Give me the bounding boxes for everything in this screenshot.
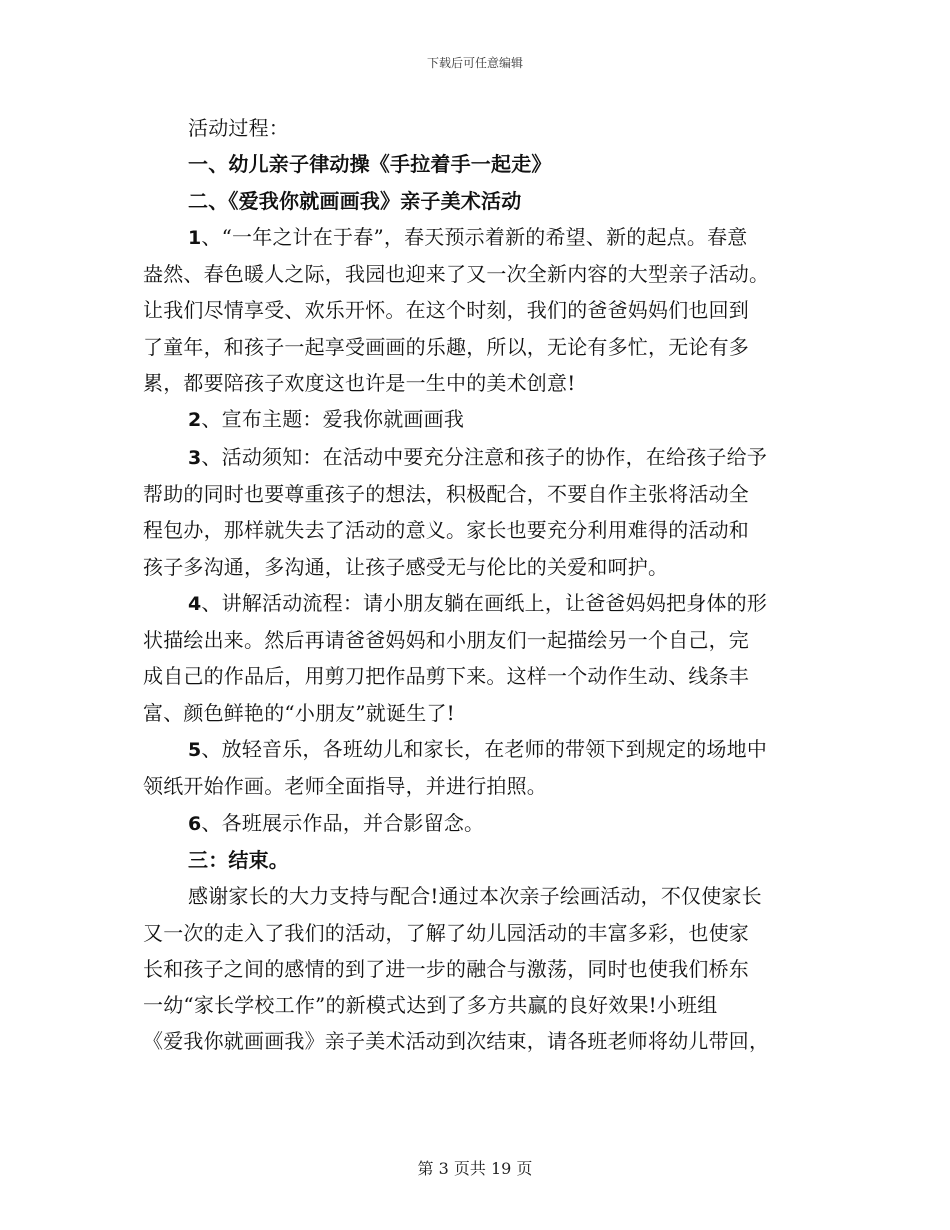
text-line [143,878,807,914]
line-text: 三：结束。 [188,847,289,872]
text-line [143,329,807,365]
text-line [143,146,807,182]
line-text: 帮助的同时也要尊重孩子的想法，积极配合，不要自作主张将活动全 [143,481,749,506]
line-text: 、各班展示作品，并合影留念。 [201,810,485,835]
line-text: 领纸开始作画。老师全面指导，并进行拍照。 [143,774,547,799]
line-text: 一幼“家长学校工作”的新模式达到了多方共赢的良好效果!小班组 [143,993,718,1018]
line-text: 、“一年之计在于春”，春天预示着新的希望、新的起点。春意 [201,224,748,249]
line-text: 程包办，那样就失去了活动的意义。家长也要充分利用难得的活动和 [143,518,749,543]
line-text: 感谢家长的大力支持与配合!通过本次亲子绘画活动，不仅使家长 [188,884,762,909]
text-line [143,549,807,585]
line-text: 活动过程： [188,116,289,140]
text-line [143,183,807,219]
text-line [143,951,807,987]
text-line [143,695,807,731]
line-text: 让我们尽情享受、欢乐开怀。在这个时刻，我们的爸爸妈妈们也回到 [143,298,749,323]
text-line [143,622,807,658]
line-text: 富、颜色鲜艳的“小朋友”就诞生了! [143,700,455,725]
text-line [143,512,807,548]
item-number: 4 [188,592,202,615]
item-number: 6 [188,812,202,835]
line-text: 累，都要陪孩子欢度这也许是一生中的美术创意! [143,371,576,396]
line-text: 长和孩子之间的感情的到了进一步的融合与激荡，同时也使我们桥东 [143,956,749,981]
item-number: 5 [188,739,202,762]
text-line [143,401,807,438]
text-line [143,219,807,256]
text-line [143,110,807,146]
line-text: 又一次的走入了我们的活动，了解了幼儿园活动的丰富多彩，也使家 [143,920,749,945]
line-text: 一、幼儿亲子律动操《手拉着手一起走》 [188,152,552,177]
line-text: 《爱我你就画画我》亲子美术活动到次结束，请各班老师将幼儿带回， [143,1029,770,1054]
line-text: 状描绘出来。然后再请爸爸妈妈和小朋友们一起描绘另一个自己，完 [143,628,749,653]
text-line [143,915,807,951]
text-line [143,365,807,401]
text-line [143,439,807,476]
line-text: 、讲解活动流程：请小朋友躺在画纸上，让爸爸妈妈把身体的形 [201,590,768,615]
line-text: 二、《爱我你就画画我》亲子美术活动 [188,188,522,213]
item-number: 3 [188,446,202,469]
text-line [143,805,807,842]
item-number: 2 [188,409,202,432]
line-text: 了童年，和孩子一起享受画画的乐趣，所以，无论有多忙，无论有多 [143,334,749,359]
line-text: 成自己的作品后，用剪刀把作品剪下来。这样一个动作生动、线条丰 [143,664,749,689]
text-line [143,768,807,804]
text-line [143,658,807,694]
item-number: 1 [188,226,202,249]
text-line [143,256,807,292]
text-line [143,987,807,1023]
document-body [143,110,807,1060]
text-line [143,292,807,328]
text-line [143,585,807,622]
line-text: 孩子多沟通，多沟通，让孩子感受无与伦比的关爱和呵护。 [143,554,669,579]
line-text: 、活动须知：在活动中要充分注意和孩子的协作，在给孩子给予 [201,444,768,469]
line-text: 盎然、春色暖人之际，我园也迎来了又一次全新内容的大型亲子活动。 [143,262,770,287]
line-text: 、宣布主题：爱我你就画画我 [201,407,465,432]
text-line [143,1023,807,1059]
page-number-footer: 第 3 页共 19 页 [417,1159,533,1178]
text-line [143,842,807,878]
text-line [143,731,807,768]
line-text: 、放轻音乐，各班幼儿和家长，在老师的带领下到规定的场地中 [201,737,768,762]
text-line [143,476,807,512]
page-header: 下载后可任意编辑 [426,56,523,70]
